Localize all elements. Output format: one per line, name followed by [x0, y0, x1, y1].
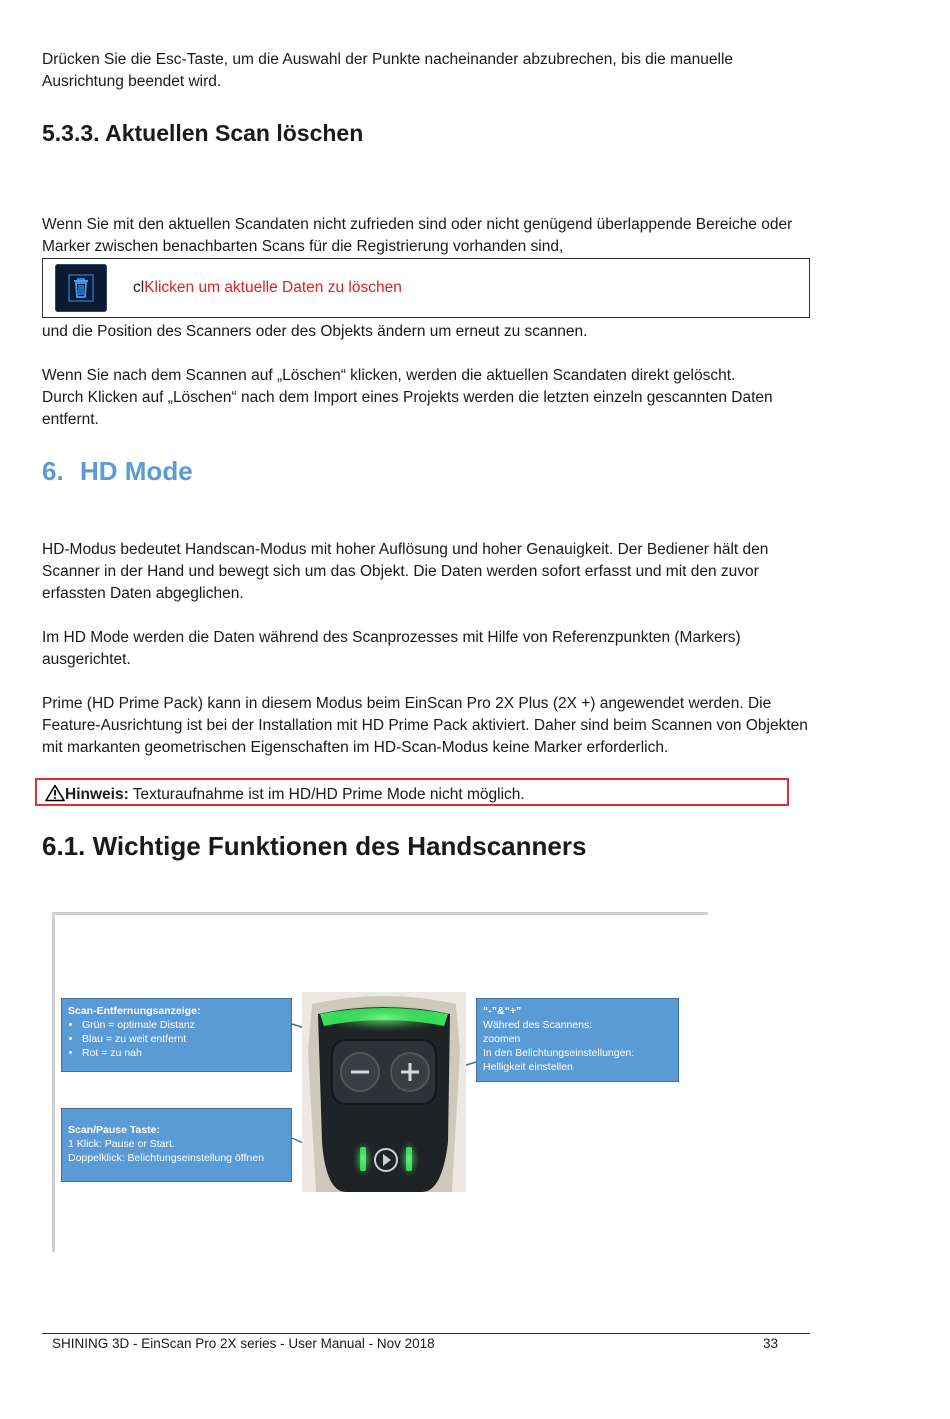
callout-line: Helligkeit einstellen [483, 1061, 573, 1073]
callout-line: In den Belichtungseinstellungen: [483, 1047, 635, 1059]
callout-line: Währed des Scannens: [483, 1019, 593, 1031]
note-content [45, 784, 525, 805]
text-line: mit markanten geometrischen Eigenschaften im HD-Scan-Modus keine Marker erforderlich. [42, 739, 669, 756]
scanner-photo [302, 992, 466, 1192]
delete-label: Klicken um aktuelle Daten zu löschen [144, 279, 402, 296]
callout-line: 1 Klick: Pause or Start. [68, 1138, 175, 1150]
list-item: • Rot = zu nah [82, 1046, 285, 1060]
text-line: Im HD Mode werden die Daten während des Scanprozesses mit Hilfe von Referenzpunkten (Markers) [42, 629, 741, 646]
note-box [35, 778, 789, 806]
section-6-paragraph-3 [42, 693, 882, 759]
text-line: Durch Klicken auf „Löschen“ nach dem Import eines Projekts werden die letzten einzeln gescannten Daten [42, 389, 773, 406]
delete-instruction-box [42, 258, 810, 318]
text-line: Marker zwischen benachbarten Scans für die Registrierung vorhanden sind, [42, 238, 564, 255]
section-6-paragraph-1 [42, 539, 872, 605]
text-line: erfassten Daten abgeglichen. [42, 585, 244, 602]
callout-line: Doppelklick: Belichtungseinstellung öffnen [68, 1152, 264, 1164]
section-heading-61: 6.1. Wichtige Funktionen des Handscanners [42, 831, 587, 861]
callout-title: Scan/Pause Taste: [68, 1124, 161, 1136]
callout-title: Scan-Entfernungsanzeige: [68, 1005, 201, 1017]
intro-paragraph [42, 49, 872, 93]
text-line: Prime (HD Prime Pack) kann in diesem Modus beim EinScan Pro 2X Plus (2X +) angewendet werden. Die [42, 695, 772, 712]
intro-line: Ausrichtung beendet wird. [42, 73, 222, 90]
text-line: Wenn Sie nach dem Scannen auf „Löschen“ klicken, werden die aktuellen Scandaten direkt gelöscht. [42, 367, 736, 384]
section-number: 6. [42, 456, 64, 486]
text-line: Wenn Sie mit den aktuellen Scandaten nicht zufrieden sind oder nicht genügend überlappende Bereiche oder [42, 216, 793, 233]
section-heading-533: 5.3.3. Aktuellen Scan löschen [42, 120, 364, 146]
note-label: Hinweis: [65, 786, 129, 803]
text-line: Feature-Ausrichtung ist bei der Installation mit HD Prime Pack aktiviert. Daher sind beim Scannen von Objekten [42, 717, 808, 734]
text-line: ausgerichtet. [42, 651, 131, 668]
section-533-paragraph-1 [42, 214, 872, 258]
footer-divider [42, 1333, 810, 1334]
list-item: • Grün = optimale Distanz [82, 1018, 285, 1032]
list-item: • Blau = zu weit entfernt [82, 1032, 285, 1046]
callout-title: “-”&“+” [483, 1005, 522, 1017]
scanner-figure [52, 912, 708, 1252]
warning-icon [45, 784, 65, 802]
section-6-paragraph-2 [42, 627, 872, 671]
page-number: 33 [763, 1336, 779, 1351]
delete-instruction-text [133, 279, 402, 297]
footer-text: SHINING 3D - EinScan Pro 2X series - User Manual - Nov 2018 [52, 1336, 435, 1351]
text-line: Scanner in der Hand und bewegt sich um das Objekt. Die Daten werden sofort erfasst und mit den zuvor [42, 563, 759, 580]
trash-icon [68, 274, 94, 302]
text-line: entfernt. [42, 411, 99, 428]
handscanner-image [302, 992, 466, 1192]
text-line: HD-Modus bedeutet Handscan-Modus mit hoher Auflösung und hoher Genauigkeit. Der Bediener hält den [42, 541, 769, 558]
delete-scan-button[interactable] [55, 264, 107, 312]
section-533-paragraph-2: und die Position des Scanners oder des Objekts ändern um erneut zu scannen. [42, 323, 588, 340]
note-text: Texturaufnahme ist im HD/HD Prime Mode nicht möglich. [128, 786, 525, 803]
section-title: HD Mode [80, 456, 193, 486]
section-heading-6 [42, 456, 193, 487]
delete-prefix: cl [133, 279, 145, 296]
section-533-paragraph-3 [42, 365, 872, 431]
intro-line: Drücken Sie die Esc-Taste, um die Auswahl der Punkte nacheinander abzubrechen, bis die manuelle [42, 51, 734, 68]
callout-line: zoomen [483, 1033, 521, 1045]
